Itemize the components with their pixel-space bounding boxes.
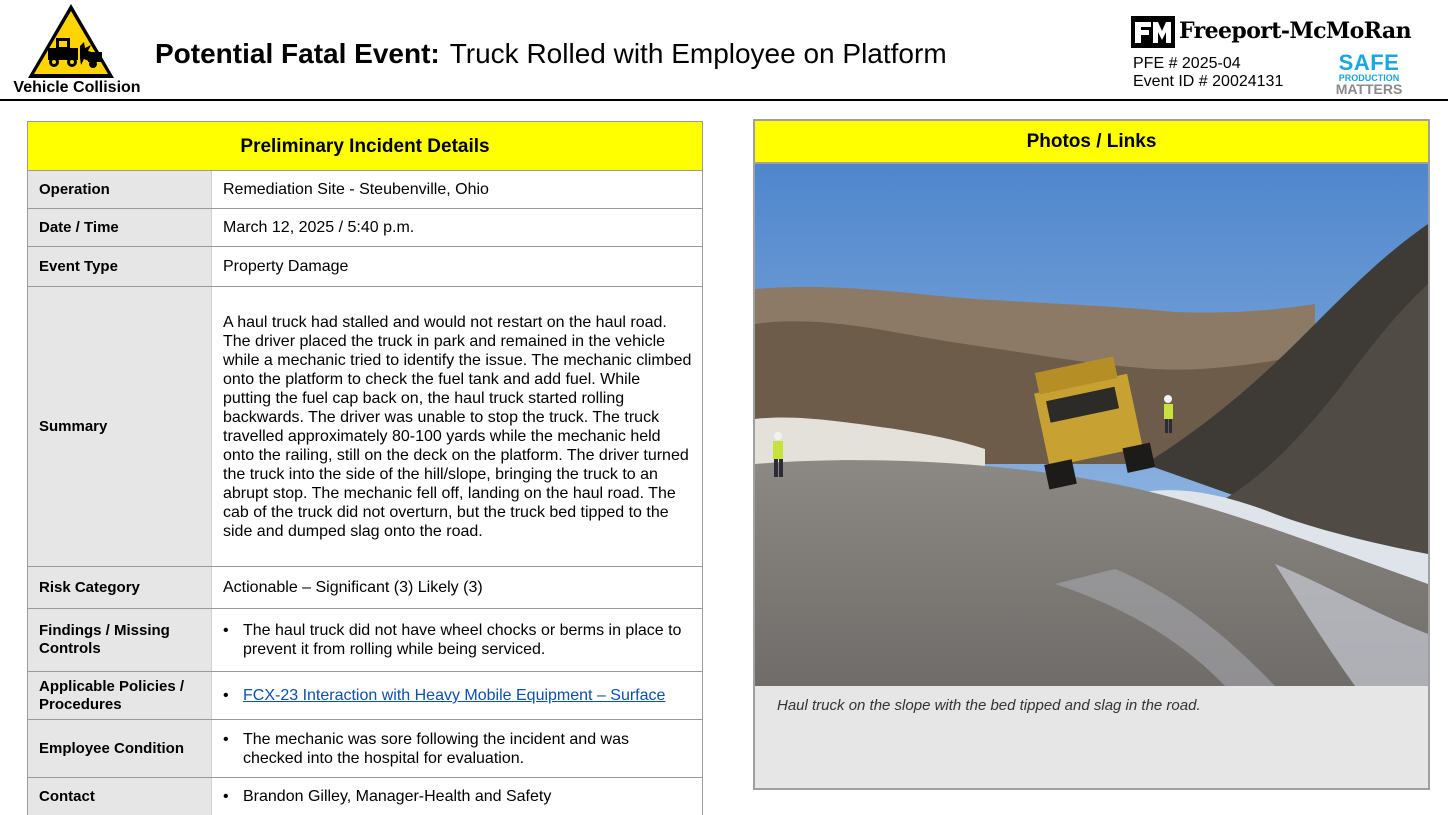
row-contact xyxy=(28,778,702,815)
row-label: Applicable Policies / Procedures xyxy=(28,672,211,719)
bullet-icon: • xyxy=(223,622,229,639)
row-label: Event Type xyxy=(28,247,211,286)
event-id: Event ID # 20024131 xyxy=(1133,73,1284,90)
row-value: Property Damage xyxy=(211,247,702,286)
list-item xyxy=(223,730,692,768)
row-label: Risk Category xyxy=(28,567,211,608)
list-item xyxy=(223,787,551,806)
row-employee-condition xyxy=(28,720,702,778)
safe-line2: PRODUCTION xyxy=(1338,73,1400,83)
list-item xyxy=(223,621,692,659)
row-event-type xyxy=(28,247,702,287)
row-value: March 12, 2025 / 5:40 p.m. xyxy=(211,209,702,246)
row-label: Operation xyxy=(28,171,211,208)
page-header xyxy=(0,0,1448,101)
photos-heading: Photos / Links xyxy=(755,121,1428,164)
row-value: Actionable – Significant (3) Likely (3) xyxy=(211,567,702,608)
bullet-text: The mechanic was sore following the incident and was checked into the hospital for evaluation. xyxy=(243,730,629,767)
row-policies xyxy=(28,672,702,720)
incident-photo-illustration xyxy=(755,164,1428,686)
pfe-number: PFE # 2025-04 xyxy=(1133,55,1241,72)
hazard-badge xyxy=(12,2,142,96)
safe-production-matters-badge xyxy=(1334,52,1404,96)
row-label: Date / Time xyxy=(28,209,211,246)
vehicle-collision-warning-icon xyxy=(26,2,116,80)
row-value xyxy=(211,609,702,671)
pfe-info xyxy=(1133,55,1283,91)
bullet-text: The haul truck did not have wheel chocks or berms in place to prevent it from rolling while being serviced. xyxy=(243,622,682,658)
row-operation xyxy=(28,171,702,209)
list-item xyxy=(223,686,665,705)
title-bold: Potential Fatal Event: xyxy=(155,38,440,69)
page-title xyxy=(155,38,947,70)
photos-links-panel xyxy=(753,119,1430,790)
photo-caption: Haul truck on the slope with the bed tipped and slag in the road. xyxy=(777,697,1201,714)
row-summary xyxy=(28,287,702,567)
row-label: Findings / Missing Controls xyxy=(28,609,211,671)
incident-photo xyxy=(755,164,1428,686)
row-findings xyxy=(28,609,702,672)
safe-line3: MATTERS xyxy=(1335,81,1403,97)
row-value: A haul truck had stalled and would not restart on the haul road. The driver placed the truck in park and remained in the vehicle while a mechanic tried to identify the issue. The mechanic climbed onto the platform to check the fuel tank and add fuel. While putting the fuel cap back on, the haul truck started rolling backwards. The driver was unable to stop the truck. The truck travelled approximately 80-100 yards while the mechanic held onto the railing, still on the deck on the platform. The driver turned the truck into the side of the hill/slope, bringing the truck to an abrupt stop. The mechanic fell off, landing on the haul road. The cab of the truck did not overturn, but the truck bed tipped to the side and dumped slag onto the road. xyxy=(211,287,702,566)
bullet-icon: • xyxy=(223,788,229,805)
policy-link[interactable]: FCX-23 Interaction with Heavy Mobile Equipment – Surface xyxy=(243,687,666,704)
bullet-icon: • xyxy=(223,730,229,748)
row-value: Remediation Site - Steubenville, Ohio xyxy=(211,171,702,208)
fm-logo-mark-icon xyxy=(1131,16,1175,48)
logo-text: Freeport-McMoRan xyxy=(1179,18,1411,44)
safe-line1: SAFE xyxy=(1338,50,1400,75)
company-logo xyxy=(1131,16,1411,50)
hazard-label: Vehicle Collision xyxy=(13,79,141,96)
row-label: Contact xyxy=(28,778,211,815)
row-risk-category xyxy=(28,567,702,609)
row-value xyxy=(211,778,702,815)
row-value xyxy=(211,672,702,719)
row-label: Employee Condition xyxy=(28,720,211,777)
row-value xyxy=(211,720,702,777)
bullet-text: Brandon Gilley, Manager-Health and Safety xyxy=(243,788,552,805)
details-heading: Preliminary Incident Details xyxy=(28,122,702,171)
incident-details-table xyxy=(27,121,703,815)
bullet-icon: • xyxy=(223,687,229,704)
row-date-time xyxy=(28,209,702,247)
row-label: Summary xyxy=(28,287,211,566)
title-normal: Truck Rolled with Employee on Platform xyxy=(449,38,947,69)
